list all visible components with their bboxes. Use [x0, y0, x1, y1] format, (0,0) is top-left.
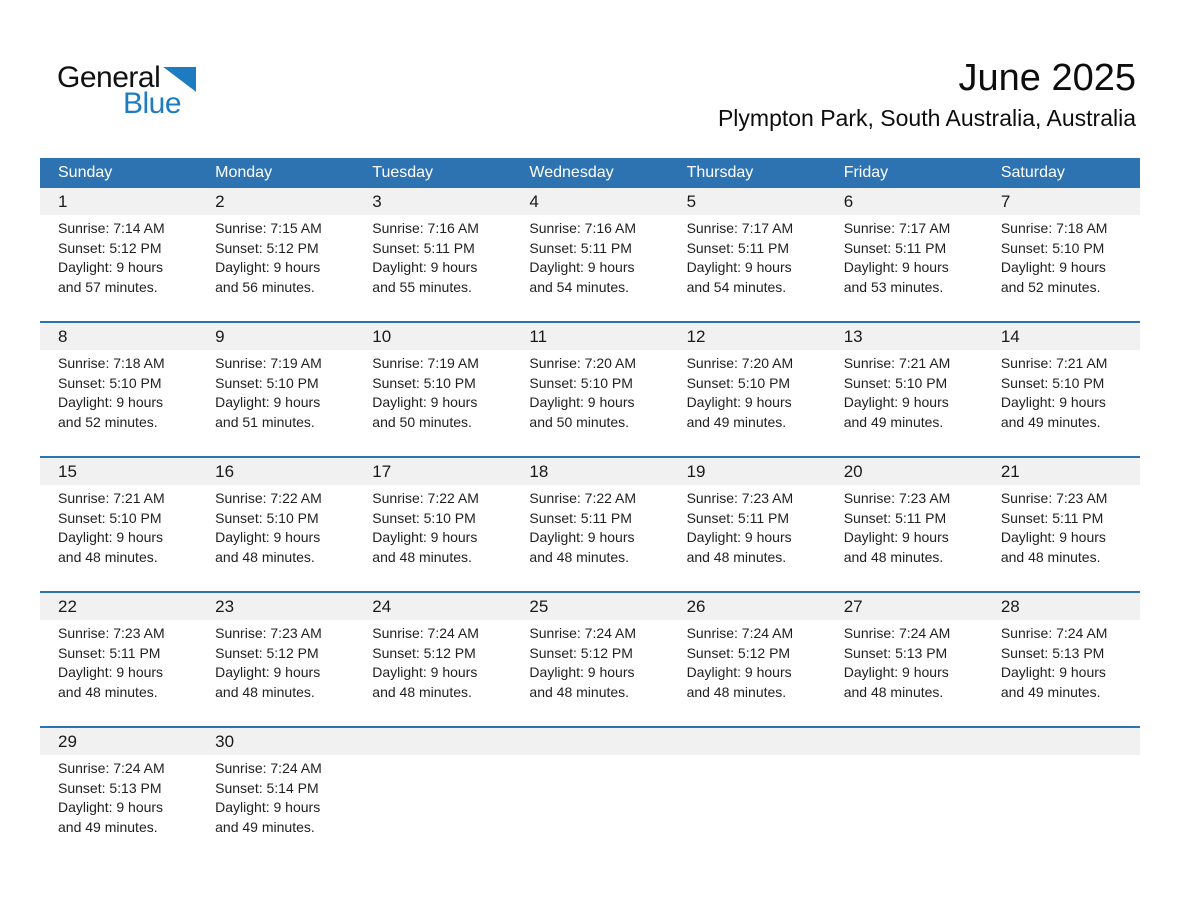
sunrise-line: Sunrise: 7:24 AM — [686, 625, 794, 641]
daylight-line: Daylight: 9 hours — [843, 259, 949, 275]
general-blue-logo — [57, 60, 196, 119]
day-number: 26 — [686, 596, 706, 616]
daylight-line: Daylight: 9 hours — [843, 664, 949, 680]
sunset-line: Sunset: 5:14 PM — [215, 779, 319, 796]
day-number: 9 — [215, 326, 225, 346]
sunset-line: Sunset: 5:11 PM — [1000, 509, 1104, 526]
daylight-line: Daylight: 9 hours — [372, 394, 478, 410]
logo-word-general: General — [57, 61, 161, 94]
calendar-weeks — [40, 188, 1140, 861]
day-cell-empty — [826, 755, 983, 861]
day-number: 5 — [686, 191, 697, 211]
sunset-line: Sunset: 5:11 PM — [843, 239, 947, 256]
day-number: 22 — [58, 596, 77, 616]
sunset-line: Sunset: 5:13 PM — [58, 779, 162, 796]
daylight-line: Daylight: 9 hours — [58, 799, 164, 815]
day-number: 30 — [215, 731, 235, 751]
sunrise-line: Sunrise: 7:24 AM — [529, 625, 637, 641]
sunset-line: Sunset: 5:11 PM — [843, 509, 947, 526]
daylight-line-continued: and 54 minutes. — [686, 278, 787, 295]
day-number: 7 — [1000, 191, 1011, 211]
daylight-line: Daylight: 9 hours — [529, 259, 635, 275]
day-cell-empty — [354, 755, 511, 861]
day-number: 29 — [58, 731, 77, 751]
day-cell — [669, 215, 826, 321]
daylight-line: Daylight: 9 hours — [686, 664, 792, 680]
sunrise-line: Sunrise: 7:24 AM — [215, 760, 322, 776]
page-title: June 2025 — [958, 57, 1136, 99]
day-number: 21 — [1000, 461, 1020, 481]
day-cell — [983, 620, 1140, 726]
day-number: 12 — [686, 326, 706, 346]
sunset-line: Sunset: 5:10 PM — [215, 509, 319, 526]
sunrise-line: Sunrise: 7:21 AM — [58, 490, 165, 506]
day-number: 19 — [686, 461, 706, 481]
sunset-line: Sunset: 5:10 PM — [372, 509, 476, 526]
daylight-line-continued: and 52 minutes. — [1000, 278, 1101, 295]
sunrise-line: Sunrise: 7:17 AM — [686, 220, 794, 236]
sunrise-line: Sunrise: 7:22 AM — [372, 490, 479, 506]
day-number: 24 — [372, 596, 392, 616]
sunrise-line: Sunrise: 7:23 AM — [58, 625, 165, 641]
day-number: 13 — [843, 326, 863, 346]
sunrise-line: Sunrise: 7:20 AM — [529, 355, 637, 371]
daylight-line: Daylight: 9 hours — [215, 529, 321, 545]
sunset-line: Sunset: 5:12 PM — [529, 644, 633, 661]
day-number: 15 — [58, 461, 77, 481]
day-cell — [354, 350, 511, 456]
sunset-line: Sunset: 5:11 PM — [529, 509, 632, 526]
day-cell — [511, 215, 668, 321]
day-header-cell: Sunday — [58, 164, 113, 181]
week-row — [40, 456, 1140, 591]
sunset-line: Sunset: 5:10 PM — [58, 374, 162, 391]
week-day-number-strip — [40, 458, 1140, 485]
daylight-line: Daylight: 9 hours — [686, 529, 792, 545]
week-body-row — [40, 485, 1140, 591]
day-number: 17 — [372, 461, 392, 481]
sunset-line: Sunset: 5:10 PM — [372, 374, 476, 391]
day-header-cell: Wednesday — [529, 164, 614, 181]
week-day-number-strip — [40, 188, 1140, 215]
sunrise-line: Sunrise: 7:15 AM — [215, 220, 322, 236]
sunrise-line: Sunrise: 7:24 AM — [58, 760, 165, 776]
day-cell — [826, 350, 983, 456]
day-header-cell: Friday — [843, 164, 889, 181]
daylight-line-continued: and 49 minutes. — [686, 413, 787, 430]
daylight-line-continued: and 50 minutes. — [529, 413, 630, 430]
daylight-line: Daylight: 9 hours — [686, 394, 792, 410]
daylight-line: Daylight: 9 hours — [1000, 394, 1106, 410]
week-row — [40, 591, 1140, 726]
daylight-line-continued: and 56 minutes. — [215, 278, 315, 295]
daylight-line-continued: and 54 minutes. — [529, 278, 630, 295]
daylight-line-continued: and 49 minutes. — [1000, 683, 1101, 700]
sunrise-line: Sunrise: 7:16 AM — [372, 220, 479, 236]
sunset-line: Sunset: 5:13 PM — [1000, 644, 1105, 661]
day-cell — [511, 620, 668, 726]
day-number: 28 — [1000, 596, 1020, 616]
daylight-line-continued: and 48 minutes. — [1000, 548, 1101, 565]
day-cell — [197, 620, 354, 726]
day-cell-empty — [669, 755, 826, 861]
daylight-line-continued: and 49 minutes. — [58, 818, 158, 835]
daylight-line: Daylight: 9 hours — [1000, 529, 1106, 545]
daylight-line: Daylight: 9 hours — [215, 259, 321, 275]
sunset-line: Sunset: 5:12 PM — [686, 644, 791, 661]
day-number: 3 — [372, 191, 382, 211]
daylight-line: Daylight: 9 hours — [1000, 664, 1106, 680]
daylight-line: Daylight: 9 hours — [843, 394, 949, 410]
day-cell — [40, 755, 197, 861]
day-number: 27 — [843, 596, 863, 616]
day-cell — [511, 350, 668, 456]
sunset-line: Sunset: 5:11 PM — [58, 644, 161, 661]
daylight-line: Daylight: 9 hours — [529, 394, 635, 410]
sunset-line: Sunset: 5:13 PM — [843, 644, 948, 661]
page-subtitle: Plympton Park, South Australia, Australia — [717, 105, 1136, 131]
day-number: 20 — [843, 461, 863, 481]
daylight-line-continued: and 49 minutes. — [1000, 413, 1101, 430]
day-number: 11 — [529, 326, 548, 346]
daylight-line-continued: and 48 minutes. — [58, 683, 158, 700]
daylight-line-continued: and 48 minutes. — [215, 548, 315, 565]
day-header-cell: Monday — [215, 164, 273, 181]
daylight-line: Daylight: 9 hours — [58, 529, 164, 545]
sunrise-line: Sunrise: 7:24 AM — [1000, 625, 1108, 641]
sunset-line: Sunset: 5:12 PM — [372, 644, 476, 661]
sunrise-line: Sunrise: 7:16 AM — [529, 220, 637, 236]
week-body-row — [40, 620, 1140, 726]
day-cell-empty — [983, 755, 1140, 861]
daylight-line-continued: and 48 minutes. — [372, 683, 472, 700]
calendar — [40, 158, 1140, 861]
day-number: 23 — [215, 596, 235, 616]
daylight-line-continued: and 49 minutes. — [215, 818, 315, 835]
sunset-line: Sunset: 5:10 PM — [1000, 239, 1105, 256]
daylight-line-continued: and 48 minutes. — [843, 683, 944, 700]
daylight-line-continued: and 57 minutes. — [58, 278, 158, 295]
sunrise-line: Sunrise: 7:22 AM — [529, 490, 637, 506]
day-cell — [354, 485, 511, 591]
day-cell — [983, 215, 1140, 321]
sunrise-line: Sunrise: 7:23 AM — [1000, 490, 1108, 506]
sunrise-line: Sunrise: 7:23 AM — [215, 625, 322, 641]
sunset-line: Sunset: 5:12 PM — [215, 644, 319, 661]
day-cell — [354, 215, 511, 321]
day-header-cell: Tuesday — [372, 164, 434, 181]
sunrise-line: Sunrise: 7:18 AM — [1000, 220, 1108, 236]
day-number: 25 — [529, 596, 549, 616]
daylight-line: Daylight: 9 hours — [58, 394, 164, 410]
sunset-line: Sunset: 5:11 PM — [686, 239, 790, 256]
sunrise-line: Sunrise: 7:20 AM — [686, 355, 794, 371]
sunset-line: Sunset: 5:10 PM — [529, 374, 633, 391]
week-row — [40, 726, 1140, 861]
daylight-line-continued: and 48 minutes. — [529, 548, 630, 565]
sunrise-line: Sunrise: 7:19 AM — [215, 355, 322, 371]
daylight-line: Daylight: 9 hours — [58, 664, 164, 680]
day-number: 8 — [58, 326, 68, 346]
daylight-line-continued: and 48 minutes. — [686, 683, 787, 700]
week-day-number-strip — [40, 593, 1140, 620]
daylight-line: Daylight: 9 hours — [372, 664, 478, 680]
sunset-line: Sunset: 5:11 PM — [686, 509, 790, 526]
sunset-line: Sunset: 5:12 PM — [58, 239, 162, 256]
day-cell — [197, 350, 354, 456]
week-day-number-strip — [40, 728, 1140, 755]
sunrise-line: Sunrise: 7:21 AM — [843, 355, 951, 371]
week-row — [40, 321, 1140, 456]
daylight-line-continued: and 48 minutes. — [215, 683, 315, 700]
daylight-line: Daylight: 9 hours — [215, 394, 321, 410]
sunset-line: Sunset: 5:10 PM — [686, 374, 791, 391]
day-cell — [669, 350, 826, 456]
daylight-line-continued: and 48 minutes. — [686, 548, 787, 565]
daylight-line-continued: and 52 minutes. — [58, 413, 158, 430]
day-cell — [40, 485, 197, 591]
logo-word-blue: Blue — [123, 87, 182, 120]
day-number: 6 — [843, 191, 854, 211]
week-day-number-strip — [40, 323, 1140, 350]
day-cell — [354, 620, 511, 726]
sunrise-line: Sunrise: 7:18 AM — [58, 355, 165, 371]
day-cell — [826, 620, 983, 726]
title-block — [718, 58, 1136, 131]
day-cell — [669, 620, 826, 726]
day-cell — [983, 485, 1140, 591]
sunrise-line: Sunrise: 7:22 AM — [215, 490, 322, 506]
day-number: 10 — [372, 326, 392, 346]
daylight-line: Daylight: 9 hours — [58, 259, 164, 275]
daylight-line-continued: and 51 minutes. — [215, 413, 315, 430]
sunrise-line: Sunrise: 7:23 AM — [686, 490, 794, 506]
sunrise-line: Sunrise: 7:21 AM — [1000, 355, 1108, 371]
daylight-line-continued: and 55 minutes. — [372, 278, 472, 295]
daylight-line: Daylight: 9 hours — [215, 799, 321, 815]
sunrise-line: Sunrise: 7:19 AM — [372, 355, 479, 371]
day-number: 16 — [215, 461, 235, 481]
day-number: 14 — [1000, 326, 1020, 346]
sunrise-line: Sunrise: 7:17 AM — [843, 220, 951, 236]
week-body-row — [40, 350, 1140, 456]
week-row — [40, 188, 1140, 321]
daylight-line: Daylight: 9 hours — [529, 664, 635, 680]
day-cell — [40, 350, 197, 456]
sunrise-line: Sunrise: 7:23 AM — [843, 490, 951, 506]
daylight-line-continued: and 48 minutes. — [843, 548, 944, 565]
day-cell — [40, 620, 197, 726]
daylight-line-continued: and 48 minutes. — [58, 548, 158, 565]
sunset-line: Sunset: 5:10 PM — [843, 374, 948, 391]
day-cell — [197, 485, 354, 591]
daylight-line-continued: and 53 minutes. — [843, 278, 944, 295]
sunset-line: Sunset: 5:11 PM — [372, 239, 475, 256]
daylight-line: Daylight: 9 hours — [372, 529, 478, 545]
daylight-line-continued: and 50 minutes. — [372, 413, 472, 430]
week-body-row — [40, 755, 1140, 861]
day-number: 4 — [529, 191, 539, 211]
daylight-line: Daylight: 9 hours — [1000, 259, 1106, 275]
day-cell — [40, 215, 197, 321]
day-cell-empty — [511, 755, 668, 861]
sunset-line: Sunset: 5:10 PM — [215, 374, 319, 391]
day-cell — [197, 215, 354, 321]
day-number: 2 — [215, 191, 225, 211]
day-cell — [669, 485, 826, 591]
daylight-line-continued: and 48 minutes. — [529, 683, 630, 700]
daylight-line: Daylight: 9 hours — [843, 529, 949, 545]
daylight-line: Daylight: 9 hours — [215, 664, 321, 680]
daylight-line: Daylight: 9 hours — [529, 529, 635, 545]
day-cell — [511, 485, 668, 591]
daylight-line: Daylight: 9 hours — [686, 259, 792, 275]
sunset-line: Sunset: 5:10 PM — [58, 509, 162, 526]
sunrise-line: Sunrise: 7:24 AM — [372, 625, 479, 641]
day-cell — [983, 350, 1140, 456]
daylight-line: Daylight: 9 hours — [372, 259, 478, 275]
daylight-line-continued: and 49 minutes. — [843, 413, 944, 430]
day-cell — [197, 755, 354, 861]
calendar-header-row — [40, 158, 1140, 188]
day-header-cell: Saturday — [1000, 164, 1065, 181]
week-body-row — [40, 215, 1140, 321]
sunset-line: Sunset: 5:12 PM — [215, 239, 319, 256]
day-number: 18 — [529, 461, 549, 481]
day-cell — [826, 215, 983, 321]
sunrise-line: Sunrise: 7:24 AM — [843, 625, 951, 641]
sunrise-line: Sunrise: 7:14 AM — [58, 220, 165, 236]
sunset-line: Sunset: 5:11 PM — [529, 239, 632, 256]
sunset-line: Sunset: 5:10 PM — [1000, 374, 1105, 391]
day-cell — [826, 485, 983, 591]
daylight-line-continued: and 48 minutes. — [372, 548, 472, 565]
day-header-cell: Thursday — [686, 164, 754, 181]
day-number: 1 — [58, 191, 68, 211]
